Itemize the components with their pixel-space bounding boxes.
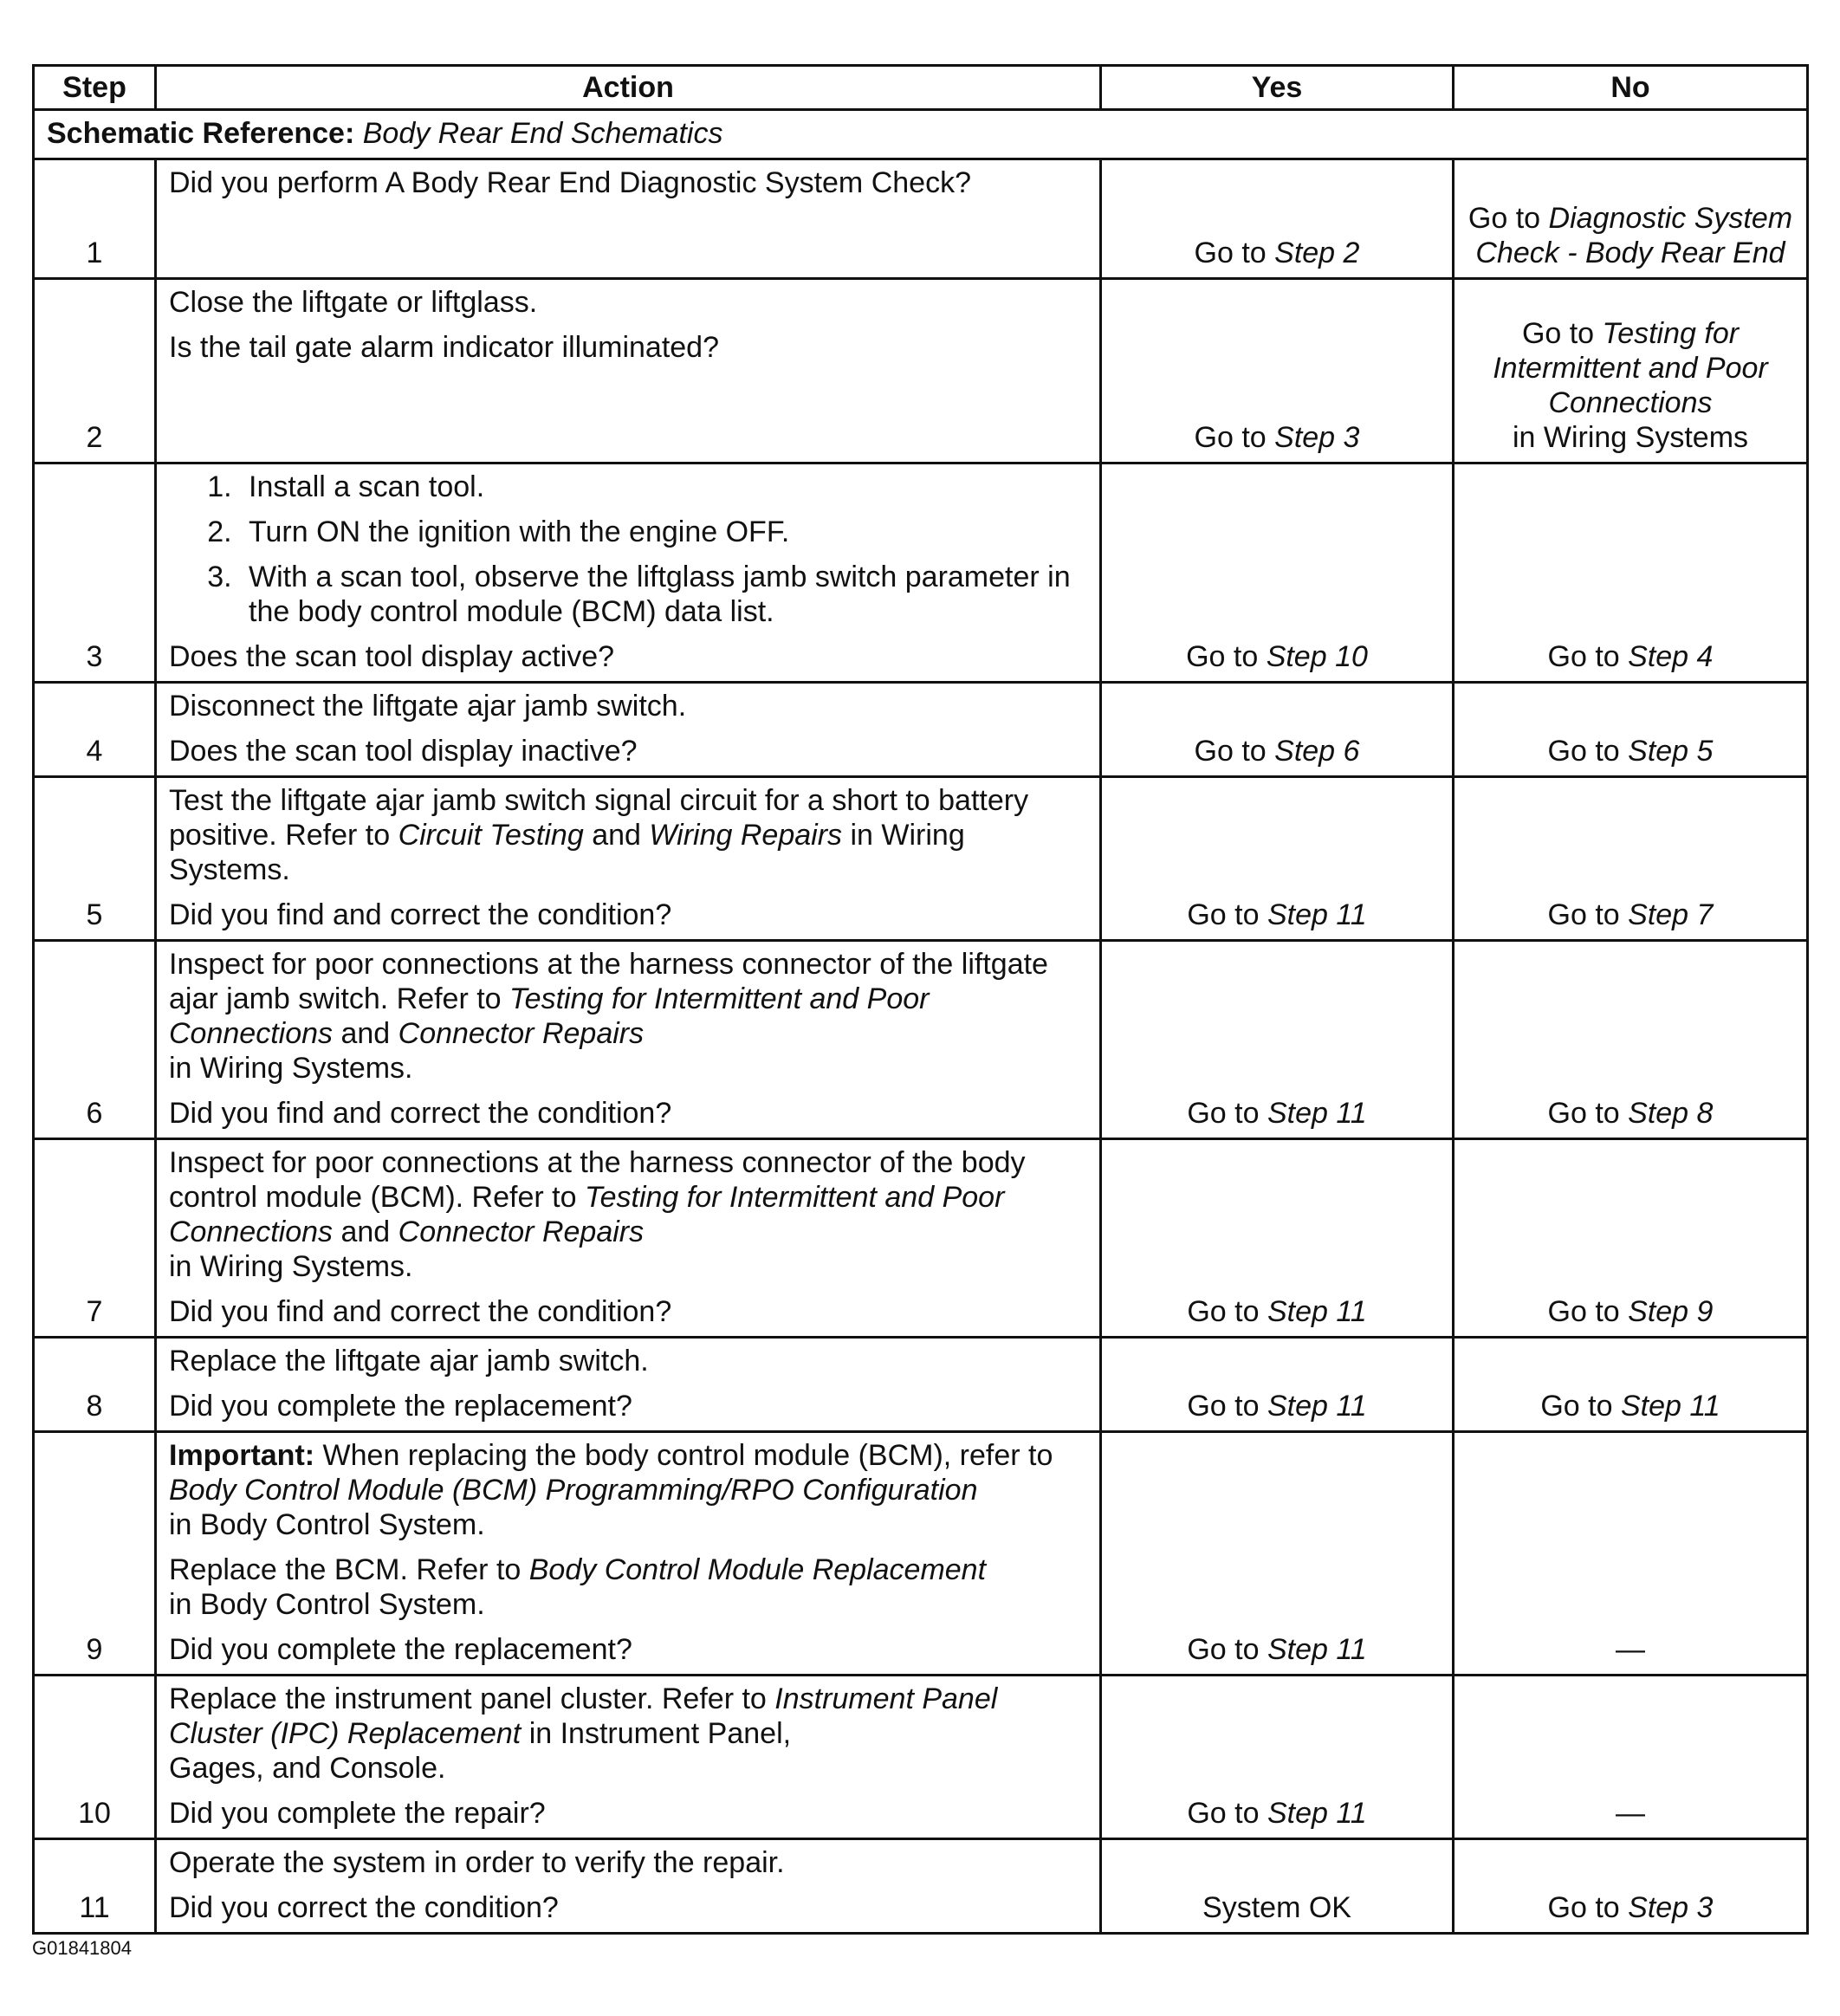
go-to-text: Go to	[1187, 1797, 1267, 1830]
reference-link[interactable]: Circuit Testing	[398, 819, 584, 852]
no-cell	[1454, 1432, 1808, 1676]
action-cell	[156, 463, 1101, 683]
refer-to-text: Refer to	[416, 1553, 529, 1586]
header-yes: Yes	[1101, 66, 1454, 110]
action-question: Did you find and correct the condition?	[169, 1097, 672, 1130]
procedure-list	[169, 470, 1087, 629]
and-text: and	[333, 1017, 398, 1050]
table-row	[34, 279, 1808, 463]
refer-to-text: Refer to	[661, 1682, 775, 1715]
no-step-link[interactable]: Step 8	[1628, 1097, 1714, 1130]
action-question: Did you complete the replacement?	[169, 1633, 632, 1666]
table-row	[34, 1839, 1808, 1934]
action-instruction: Replace the liftgate ajar jamb switch.	[169, 1345, 649, 1377]
header-action: Action	[156, 66, 1101, 110]
no-procedure-link[interactable]: Testing for Intermittent and Poor Connections	[1493, 317, 1768, 419]
yes-result-text: System OK	[1202, 1891, 1351, 1924]
reference-link[interactable]: Testing for Intermittent and Poor Connections	[169, 982, 930, 1050]
action-instruction	[169, 1682, 1087, 1786]
instruction-text: Inspect for poor connections at the harness connector of the liftgate ajar jamb switch.	[169, 948, 1048, 1015]
action-question: Did you find and correct the condition?	[169, 1295, 672, 1328]
yes-cell	[1101, 159, 1454, 279]
action-question: Did you complete the replacement?	[169, 1390, 632, 1423]
step-number: 1	[34, 159, 156, 279]
table-row	[34, 159, 1808, 279]
go-to-text: Go to	[1521, 317, 1603, 350]
instruction-text: Test the liftgate ajar jamb switch signal circuit for a short to battery positive.	[169, 784, 1029, 852]
yes-step-link[interactable]: Step 10	[1266, 640, 1368, 673]
step-number: 7	[34, 1139, 156, 1338]
action-cell	[156, 1338, 1101, 1432]
action-cell	[156, 1432, 1101, 1676]
refer-to-text: Refer to	[471, 1181, 585, 1214]
no-cell	[1454, 777, 1808, 941]
action-cell	[156, 941, 1101, 1139]
go-to-text: Go to	[1467, 202, 1549, 235]
step-number: 10	[34, 1676, 156, 1839]
action-instruction	[169, 783, 1087, 887]
suffix-text: in Wiring Systems.	[169, 1052, 413, 1085]
yes-step-link[interactable]: Step 6	[1274, 735, 1360, 768]
no-cell	[1454, 1338, 1808, 1432]
important-suffix: in Body Control System.	[169, 1508, 485, 1541]
step-number: 5	[34, 777, 156, 941]
reference-link[interactable]: Instrument Panel Cluster (IPC) Replacement	[169, 1682, 998, 1750]
yes-step-link[interactable]: Step 11	[1267, 1097, 1367, 1130]
table-row	[34, 1676, 1808, 1839]
suffix-text: in Body Control System.	[169, 1588, 485, 1621]
step-number: 3	[34, 463, 156, 683]
go-to-text: Go to	[1540, 1390, 1621, 1423]
yes-cell	[1101, 777, 1454, 941]
step-number: 4	[34, 683, 156, 777]
go-to-text: Go to	[1187, 898, 1267, 931]
yes-step-link[interactable]: Step 11	[1267, 898, 1367, 931]
yes-cell	[1101, 683, 1454, 777]
yes-cell	[1101, 1839, 1454, 1934]
table-row	[34, 941, 1808, 1139]
no-cell	[1454, 941, 1808, 1139]
yes-cell	[1101, 1432, 1454, 1676]
no-step-link[interactable]: Step 4	[1628, 640, 1714, 673]
schematic-reference	[34, 110, 1808, 159]
go-to-text: Go to	[1187, 1633, 1267, 1666]
no-cell	[1454, 1139, 1808, 1338]
table-row	[34, 777, 1808, 941]
action-cell	[156, 777, 1101, 941]
instruction-text: Inspect for poor connections at the harness connector of the body control module (BCM).	[169, 1146, 1026, 1214]
action-instruction: Operate the system in order to verify the repair.	[169, 1846, 785, 1879]
step-number: 2	[34, 279, 156, 463]
reference-link[interactable]: Testing for Intermittent and Poor Connections	[169, 1181, 1005, 1248]
important-note	[169, 1438, 1087, 1542]
go-to-text: Go to	[1187, 1390, 1267, 1423]
table-row	[34, 683, 1808, 777]
yes-cell	[1101, 1676, 1454, 1839]
table-row	[34, 1338, 1808, 1432]
important-text: When replacing the body control module (BCM), refer to	[314, 1439, 1053, 1472]
no-dash: —	[1616, 1633, 1645, 1666]
table-row	[34, 1139, 1808, 1338]
instruction-text: Replace the instrument panel cluster.	[169, 1682, 662, 1715]
no-cell	[1454, 1839, 1808, 1934]
action-cell	[156, 1676, 1101, 1839]
go-to-text: Go to	[1186, 640, 1267, 673]
suffix-text: in Wiring Systems.	[169, 819, 965, 886]
list-item: 3. With a scan tool, observe the liftglass jamb switch parameter in the body control module (BCM) data list.	[240, 560, 1087, 629]
go-to-text: Go to	[1194, 735, 1275, 768]
action-question: Does the scan tool display active?	[169, 640, 615, 673]
step-number: 11	[34, 1839, 156, 1934]
table-row	[34, 1432, 1808, 1676]
go-to-text: Go to	[1187, 1097, 1267, 1130]
go-to-text: Go to	[1194, 421, 1275, 454]
yes-step-link[interactable]: Step 11	[1267, 1797, 1367, 1830]
schematic-reference-label: Schematic Reference:	[47, 117, 355, 150]
yes-step-link[interactable]: Step 11	[1267, 1390, 1367, 1423]
action-question: Did you perform A Body Rear End Diagnostic System Check?	[169, 166, 971, 199]
action-cell	[156, 1139, 1101, 1338]
yes-cell	[1101, 1338, 1454, 1432]
step-number: 9	[34, 1432, 156, 1676]
action-instruction	[169, 1145, 1087, 1284]
action-question: Did you find and correct the condition?	[169, 898, 672, 931]
no-cell	[1454, 159, 1808, 279]
reference-link[interactable]: Wiring Repairs	[649, 819, 843, 852]
action-question: Does the scan tool display inactive?	[169, 735, 638, 768]
and-text: and	[333, 1215, 398, 1248]
action-instruction	[169, 947, 1087, 1086]
go-to-text: Go to	[1547, 898, 1629, 931]
list-item: 1. Install a scan tool.	[240, 470, 1087, 504]
action-cell	[156, 279, 1101, 463]
reference-link[interactable]: Connector Repairs	[398, 1215, 645, 1248]
reference-link[interactable]: Connector Repairs	[398, 1017, 645, 1050]
and-text: and	[583, 819, 650, 852]
yes-step-link[interactable]: Step 11	[1267, 1295, 1367, 1328]
no-cell	[1454, 463, 1808, 683]
go-to-text: Go to	[1547, 735, 1629, 768]
go-to-text: Go to	[1187, 1295, 1267, 1328]
action-instruction: Close the liftgate or liftglass.	[169, 286, 538, 319]
suffix-text: in Instrument Panel,	[521, 1717, 792, 1750]
no-dash: —	[1616, 1797, 1645, 1830]
suffix-text: Gages, and Console.	[169, 1752, 446, 1785]
suffix-text: in Wiring Systems.	[169, 1250, 413, 1283]
yes-step-link[interactable]: Step 11	[1267, 1633, 1367, 1666]
table-row	[34, 463, 1808, 683]
yes-step-link[interactable]: Step 2	[1274, 237, 1360, 269]
action-question: Did you complete the repair?	[169, 1797, 546, 1830]
go-to-text: Go to	[1547, 640, 1629, 673]
refer-to-text: Refer to	[396, 982, 510, 1015]
action-cell	[156, 683, 1101, 777]
header-step: Step	[34, 66, 156, 110]
list-item: 2. Turn ON the ignition with the engine OFF.	[240, 515, 1087, 549]
no-step-link[interactable]: Step 5	[1628, 735, 1714, 768]
schematic-reference-row	[34, 110, 1808, 159]
action-question: Is the tail gate alarm indicator illuminated?	[169, 331, 719, 364]
no-step-link[interactable]: Step 7	[1628, 898, 1714, 931]
no-step-link[interactable]: Step 11	[1620, 1390, 1720, 1423]
go-to-text: Go to	[1194, 237, 1275, 269]
no-suffix: in Wiring Systems	[1512, 421, 1749, 454]
no-cell	[1454, 683, 1808, 777]
yes-step-link[interactable]: Step 3	[1274, 421, 1360, 454]
action-instruction	[169, 1553, 1087, 1622]
instruction-text: Replace the BCM.	[169, 1553, 417, 1586]
action-cell	[156, 159, 1101, 279]
step-number: 6	[34, 941, 156, 1139]
go-to-text: Go to	[1547, 1295, 1629, 1328]
yes-cell	[1101, 279, 1454, 463]
go-to-text: Go to	[1547, 1891, 1629, 1924]
go-to-text: Go to	[1547, 1097, 1629, 1130]
no-step-link[interactable]: Step 3	[1628, 1891, 1714, 1924]
action-cell	[156, 1839, 1101, 1934]
schematic-reference-link[interactable]: Body Rear End Schematics	[362, 117, 723, 150]
yes-cell	[1101, 1139, 1454, 1338]
no-step-link[interactable]: Step 9	[1628, 1295, 1714, 1328]
refer-to-text: Refer to	[285, 819, 398, 852]
reference-link[interactable]: Body Control Module Replacement	[528, 1553, 987, 1586]
no-cell	[1454, 1676, 1808, 1839]
header-no: No	[1454, 66, 1808, 110]
no-procedure-link[interactable]: Diagnostic System Check - Body Rear End	[1475, 202, 1793, 269]
no-cell	[1454, 279, 1808, 463]
yes-cell	[1101, 941, 1454, 1139]
action-question: Did you correct the condition?	[169, 1891, 559, 1924]
figure-code: G01841804	[32, 1937, 132, 1959]
step-number: 8	[34, 1338, 156, 1432]
important-label: Important:	[169, 1439, 315, 1472]
diagnostic-table	[32, 64, 1809, 1935]
header-row	[34, 66, 1808, 110]
action-instruction: Disconnect the liftgate ajar jamb switch.	[169, 690, 687, 723]
yes-cell	[1101, 463, 1454, 683]
reference-link[interactable]: Body Control Module (BCM) Programming/RPO Configuration	[169, 1474, 978, 1507]
